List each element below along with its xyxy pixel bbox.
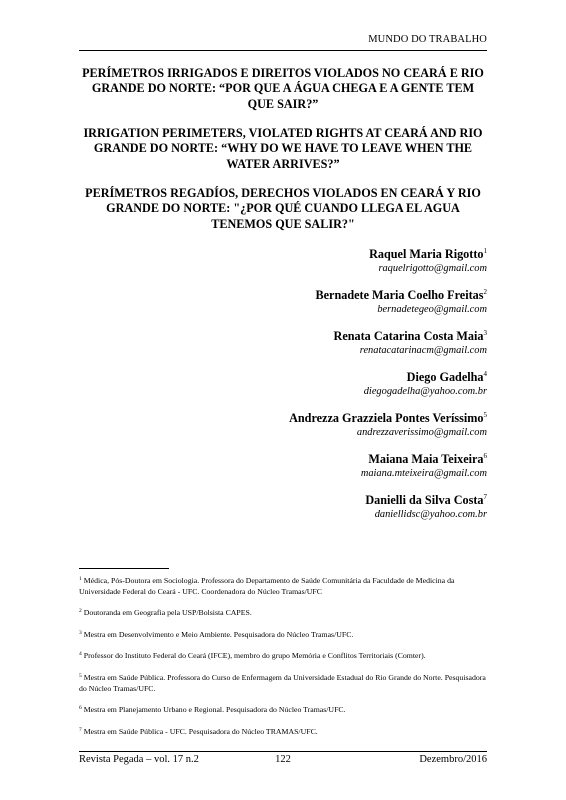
- author-list: [289, 244, 487, 531]
- footnote: $^7$ Mestra em Saúde Pública - UFC. Pesquisadora do Núcleo TRAMAS/UFC.: [79, 726, 318, 736]
- author-email[interactable]: raquelrigotto@gmail.com: [378, 263, 487, 274]
- journal-name: Revista Pegada – vol. 17 n.2: [79, 754, 199, 765]
- footnote: $^6$ Mestra em Planejamento Urbano e Regional. Pesquisadora do Núcleo Tramas/UFC.: [79, 705, 346, 715]
- author-entry: [289, 285, 487, 316]
- author-email[interactable]: maiana.mteixeira@gmail.com: [360, 468, 487, 479]
- footnote: $^3$ Mestra em Desenvolvimento e Meio Ambiente. Pesquisadora do Núcleo Tramas/UFC.: [79, 629, 354, 639]
- footnote: $^4$ Professor do Instituto Federal do Ceará (IFCE), membro do grupo Memória e Conflitos Territoriais (Comter).: [79, 651, 426, 661]
- footnote-ref[interactable]: 3: [483, 329, 487, 337]
- author-entry: [289, 449, 487, 480]
- footnote-ref[interactable]: 7: [483, 493, 487, 501]
- footnote-ref[interactable]: 2: [483, 288, 487, 296]
- footer-rule: [79, 751, 487, 752]
- author-email[interactable]: diegogadelha@yahoo.com.br: [363, 386, 487, 397]
- author-email[interactable]: bernadetegeo@gmail.com: [377, 304, 487, 315]
- author-name: Diego Gadelha$^4$: [406, 370, 487, 384]
- footnote-ref[interactable]: 4: [483, 370, 487, 378]
- section-header: MUNDO DO TRABALHO: [368, 34, 487, 45]
- author-name: Renata Catarina Costa Maia$^3$: [333, 329, 487, 343]
- author-entry: [289, 326, 487, 357]
- author-entry: [289, 244, 487, 275]
- author-name: Andrezza Grazziela Pontes Veríssimo$^5$: [289, 411, 487, 425]
- author-entry: [289, 408, 487, 439]
- title-english: IRRIGATION PERIMETERS, VIOLATED RIGHTS AT CEARÁ AND RIO GRANDE DO NORTE: “WHY DO WE HAVE TO LEAVE WHEN THE WATER ARRIVES?”: [83, 126, 483, 171]
- author-email[interactable]: renatacatarinacm@gmail.com: [359, 345, 487, 356]
- issue-date: Dezembro/2016: [419, 754, 487, 765]
- author-name: Danielli da Silva Costa$^7$: [365, 493, 487, 507]
- author-entry: [289, 490, 487, 521]
- author-name: Maiana Maia Teixeira$^6$: [368, 452, 487, 466]
- footnote: $^1$ Médica, Pós-Doutora em Sociologia. Professora do Departamento de Saúde Comunitária da Faculdade de Medicina da Universidade Federal do Ceará - UFC. Coordenadora do Núcleo Tramas/UFC: [79, 576, 455, 596]
- footnote-separator: [79, 568, 169, 569]
- title-spanish: PERÍMETROS REGADÍOS, DERECHOS VIOLADOS EN CEARÁ Y RIO GRANDE DO NORTE: "¿POR QUÉ CUANDO LLEGA EL AGUA TENEMOS QUE SALIR?": [85, 186, 481, 231]
- author-entry: [289, 367, 487, 398]
- footnote-ref[interactable]: 1: [483, 247, 487, 255]
- title-portuguese: PERÍMETROS IRRIGADOS E DIREITOS VIOLADOS NO CEARÁ E RIO GRANDE DO NORTE: “POR QUE A ÁGUA CHEGA E A GENTE TEM QUE SAIR?”: [82, 66, 484, 111]
- footnote-ref[interactable]: 5: [483, 411, 487, 419]
- author-name: Bernadete Maria Coelho Freitas$^2$: [315, 288, 487, 302]
- page-number: 122: [275, 754, 291, 765]
- header-rule: [79, 50, 487, 51]
- footnote-list: [79, 574, 487, 746]
- footnote: $^5$ Mestra em Saúde Pública. Professora do Curso de Enfermagem da Universidade Estadual do Rio Grande do Norte. Pesquisadora do Núcleo Tramas/UFC.: [79, 672, 486, 693]
- author-name: Raquel Maria Rigotto$^1$: [369, 247, 487, 261]
- footnote-ref[interactable]: 6: [483, 452, 487, 460]
- footnote: $^2$ Doutoranda em Geografia pela USP/Bolsista CAPES.: [79, 608, 252, 618]
- author-email[interactable]: andrezzaverissimo@gmail.com: [356, 427, 487, 438]
- author-email[interactable]: daniellidsc@yahoo.com.br: [374, 509, 487, 520]
